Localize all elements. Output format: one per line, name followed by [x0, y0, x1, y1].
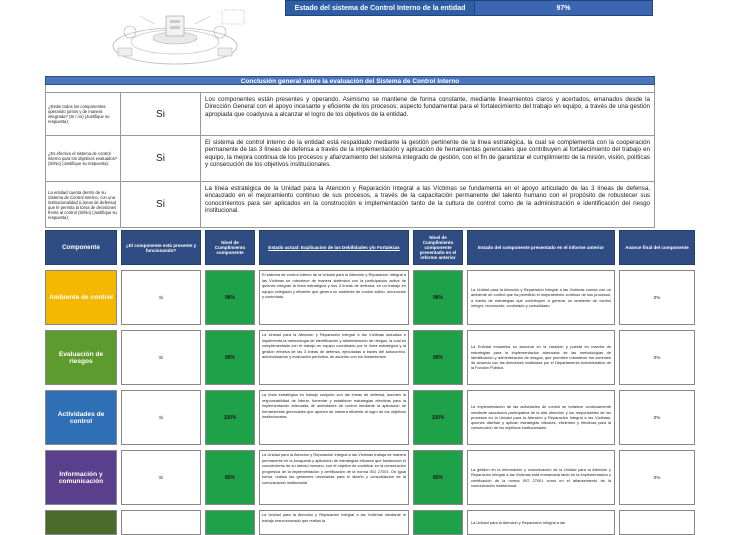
- component-previous-state: La Unidad para la Atención y Reparación Integral a las Víctimas cuenta con un ambiente de control que ha permitido el mejoramiento continuo de sus procesos, a través de estrategias que contribuyen a generar un ambiente de control íntegro, reconocido, controlado y consolidado.: [467, 270, 615, 325]
- component-previous-state: La Unidad para la Atención y Reparación Integral a las: [467, 510, 615, 535]
- component-previous-level: 85%: [413, 450, 463, 505]
- component-present: [121, 510, 201, 535]
- audit-illustration: [100, 2, 250, 68]
- conclusion-text: El sistema de control interno de la entidad está respaldado mediante la gestión pertinente de la línea estratégica, la cual se complementa con la cooperación permanente de las 3 líneas de defensa a través de la implementación y aplicación de herramientas gerenciales que contribuyen al fortalecimiento del trabajo en equipo, la mejora continua de los procesos y afianzamiento del sistema integrado de gestión, con el fin de garantizar el cumplimiento de la misión, visión, políticas y consecución de los objetivos institucionales.: [205, 139, 650, 169]
- component-explanation: La Unidad para la Atención y Reparación Integral a las Víctimas actualiza e implementa la metodología de identificación y administración de riesgos, la cual es complementada con el trabajo en equipo coordinado por la línea estratégica y la gestión efectiva de las 3 líneas de defensa, ejecutadas a través del autocontrol, autoevaluación y evaluación periódica, de acuerdo con los lineamientos.: [259, 330, 409, 385]
- component-previous-level: 98%: [413, 270, 463, 325]
- component-name: Ambiente de control: [45, 270, 117, 325]
- status-summary: [285, 0, 653, 16]
- component-level: 85%: [205, 450, 255, 505]
- header-component: Componente: [45, 230, 117, 265]
- component-level: 99%: [205, 330, 255, 385]
- component-previous-state: La Entidad encamina su accionar en la creación y puesta en marcha de estrategias para la implementación adecuada de las metodologías de identificación y administración de riesgos, que permiten robustecer los controles de acuerdo con las directrices instituidas por el Departamento Administrativo de la Función Pública.: [467, 330, 615, 385]
- header-present: ¿El componente está presente y funcionando?: [121, 230, 201, 265]
- conclusion-answer: Si: [121, 93, 201, 135]
- component-explanation: El sistema de control interno de la Unidad para la Atención y Reparación Integral a las Víctimas se robustece de manera sistémica con la participación activa de quienes integran la línea estratégica y sus 3 líneas de defensa, en un trabajo en equipo colegiado y eficiente que genera un ambiente de control sólido, reconocido y controlado.: [259, 270, 409, 325]
- component-present: Si: [121, 390, 201, 445]
- conclusion-answer: Si: [121, 136, 201, 181]
- component-name: Información y comunicación: [45, 450, 117, 505]
- component-previous-state: La gestión en la información y comunicación de la Unidad para la Atención y Reparación Integral a las Víctimas está enmarcada tanto en la implementación y certificación de la norma ISO 27001 como en el afianzamiento de la comunicación institucional.: [467, 450, 615, 505]
- table-row: [45, 510, 699, 535]
- component-level: 98%: [205, 270, 255, 325]
- conclusion-row: [45, 136, 655, 182]
- conclusion-section: [45, 76, 655, 228]
- component-present: Si: [121, 330, 201, 385]
- header-previous-state: Estado del componente presentado en el informe anterior: [467, 230, 615, 265]
- table-row: [45, 330, 699, 385]
- conclusion-title: Conclusión general sobre la evaluación del Sistema de Control Interno: [45, 76, 655, 85]
- status-label: Estado del sistema de Control Interno de la entidad: [285, 0, 475, 16]
- conclusion-text: Los componentes están presentes y operando. Asimismo se mantiene de forma constante, mediante lineamientos claros y acertados, emanados desde la Dirección General con el apoyo incesante y eficiente de los procesos; aspecto fundamental para el fortalecimiento del trabajo en equipo, a través de una gestión apropiada que coadyuva a alcanzar el logro de los objetivos de la entidad.: [205, 96, 650, 118]
- table-row: [45, 450, 699, 505]
- component-explanation: La Unidad para la Atención y Reparación Integral a las Víctimas mediante el trabajo mancomunado que realiza la: [259, 510, 409, 535]
- conclusion-row: [45, 182, 655, 228]
- component-explanation: La Unidad para la Atención y Reparación Integral a las Víctimas trabaja de manera permanente en la búsqueda y aplicación de estrategias eficaces que fortalezcan el conocimiento de su talento humano, con el objetivo de contribuir en la consecución progresiva de la implementación y certificación de la norma ISO 27001. De igual forma, realiza las gestiones necesarias para el diseño y consolidación de la comunicación institucional.: [259, 450, 409, 505]
- components-table: [45, 230, 699, 535]
- component-previous-level: 100%: [413, 390, 463, 445]
- header-advance: Avance final del componente: [619, 230, 695, 265]
- report-header: [0, 0, 740, 70]
- component-advance: [619, 510, 695, 535]
- component-advance: 0%: [619, 330, 695, 385]
- component-name: Evaluación de riesgos: [45, 330, 117, 385]
- status-value: 97%: [475, 0, 653, 16]
- component-advance: 0%: [619, 450, 695, 505]
- conclusion-question: ¿Están todos los componentes operando juntos y de manera integrada? (Si / no) (Justifique su respuesta):: [46, 93, 121, 135]
- conclusion-answer: Si: [121, 182, 201, 227]
- component-name: [45, 510, 117, 535]
- conclusion-question: ¿Es efectivo el sistema de control interno para los objetivos evaluados? (Si/No) (Justifique su respuesta):: [46, 136, 121, 181]
- component-advance: 0%: [619, 390, 695, 445]
- component-advance: 0%: [619, 270, 695, 325]
- table-row: [45, 390, 699, 445]
- conclusion-spacer: [45, 85, 655, 93]
- conclusion-row: [45, 93, 655, 136]
- conclusion-question: La entidad cuenta dentro de su Sistema de Control Interno, con una institucionalidad (Líneas de defensa) que le permita la toma de decisiones frente al control (Si/No) (Justifique su respuesta):: [46, 182, 121, 227]
- component-name: Actividades de control: [45, 390, 117, 445]
- component-present: Si: [121, 450, 201, 505]
- header-explanation: Estado actual: Explicacion de las Debilidades y/o Fortalezas: [259, 230, 409, 265]
- components-table-header: [45, 230, 699, 265]
- component-explanation: La línea estratégica en trabajo conjunto con las líneas de defensa, asumen la responsabilidad de liderar, fomentar y establecer estrategias efectivas para la implementación adecuada de actividades de control mediante la aplicación de herramientas gerenciales que aporten de manera eficiente al logro de los objetivos institucionales.: [259, 390, 409, 445]
- header-level: Nivel de Cumplimiento componente: [205, 230, 255, 265]
- component-present: Si: [121, 270, 201, 325]
- component-level: [205, 510, 255, 535]
- component-previous-level: 99%: [413, 330, 463, 385]
- conclusion-text: La línea estratégica de la Unidad para la Atención y Reparación Integral a las Víctimas se fundamenta en el apoyo articulado de las 3 líneas de defensa, encauzado en el mejoramiento continuo de sus procesos, a través de la capacitación permanente del talento humano con el propósito de robustecer sus conocimientos para ser aplicados en la construcción e implementación tanto de la cultura de control como de la administración e identificación del riesgo institucional.: [205, 185, 650, 215]
- table-row: [45, 270, 699, 325]
- header-previous-level: Nivel de Cumplimiento componente presentado en el informe anterior: [413, 230, 463, 265]
- component-level: 100%: [205, 390, 255, 445]
- component-previous-level: [413, 510, 463, 535]
- component-previous-state: La implementación de las actividades de control se fortalece continuamente mediante asociación participativa de la alta dirección y los responsables de los procesos en la Unidad para la Atención y Reparación Integral a las Víctimas, quienes diseñan y aplican estrategias eficaces, eficientes y efectivas para la consecución de los objetivos institucionales.: [467, 390, 615, 445]
